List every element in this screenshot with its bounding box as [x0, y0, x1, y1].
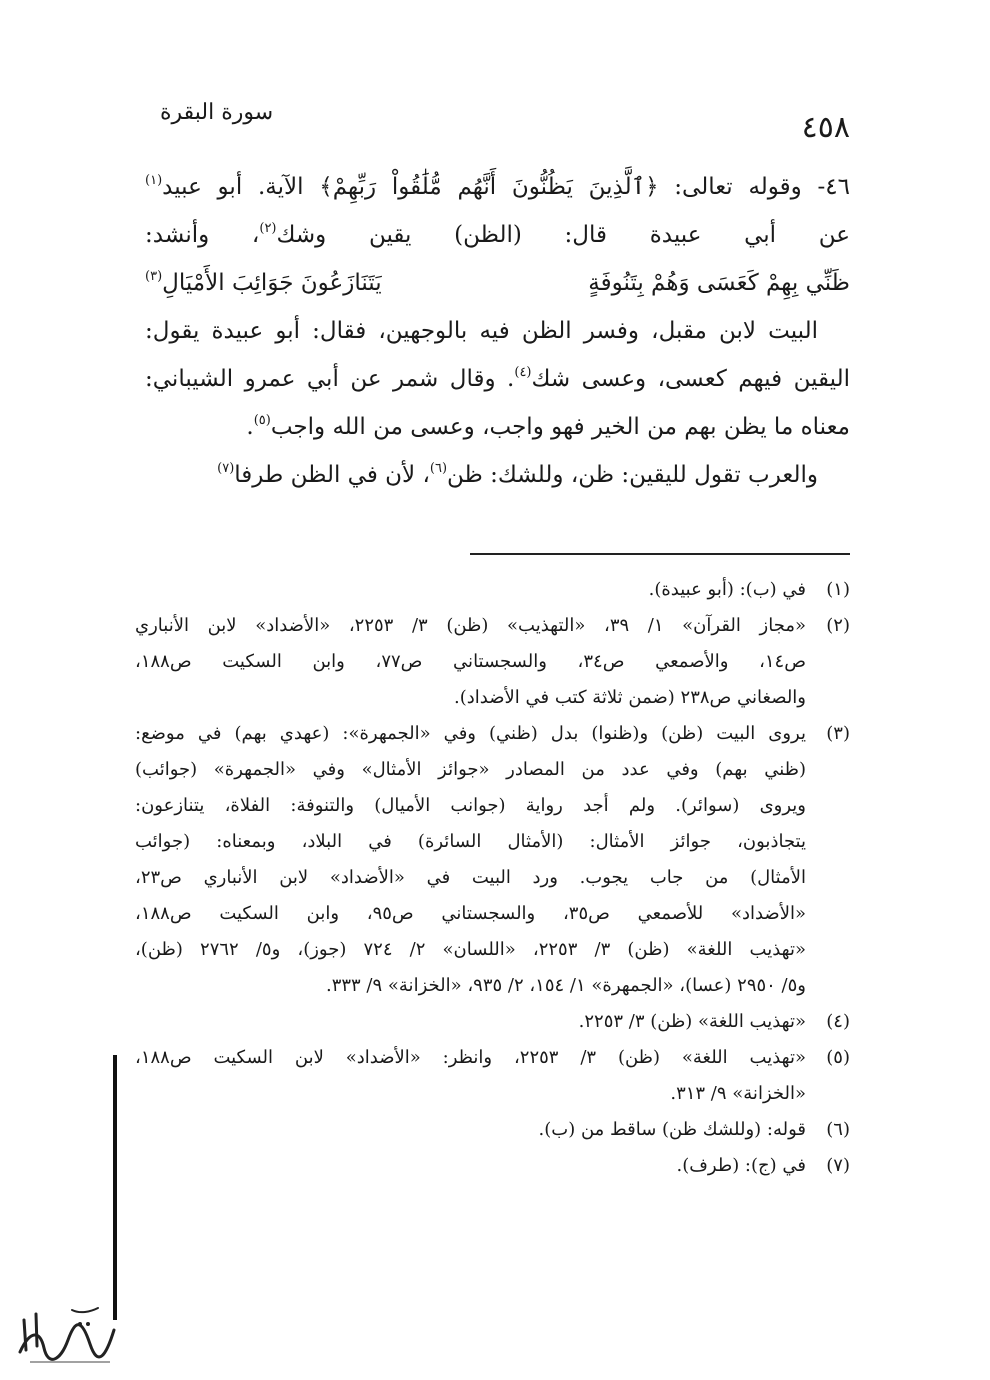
text-segment: عن أبي عبيدة قال: (الظن) يقين وشك	[276, 222, 850, 248]
footnote-number: (٣)	[826, 723, 850, 744]
footnote-line: (ظني بهم) وفي عدد من المصادر «جوائز الأمثال» وفي «الجمهرة» (جوائب)	[135, 759, 806, 780]
footnote-2	[135, 608, 850, 716]
text-segment: ، لأن في الظن طرفا	[234, 462, 430, 488]
footnote-5	[135, 1040, 850, 1112]
footnote-ref[interactable]: (٦)	[429, 461, 448, 476]
footnote-ref[interactable]: (٣)	[145, 269, 163, 284]
text-segment: معناه ما يظن بهم من الخير فهو واجب، وعسى من الله واجب	[270, 414, 850, 440]
footnote-1	[135, 572, 850, 608]
text-segment: اليقين فيهم كعسى، وعسى شك	[531, 366, 850, 392]
footnote-line: «تهذيب اللغة» (ظن) ٣/ ٢٢٥٣، وانظر: «الأضداد» لابن السكيت ص١٨٨،	[135, 1047, 806, 1068]
running-title: سورة البقرة	[160, 100, 274, 125]
footnote-line: في (ب): (أبو عبيدة).	[648, 579, 806, 600]
footnote-line: في (ج): (طرف).	[676, 1155, 806, 1176]
poetry-verse	[145, 268, 850, 316]
footnote-line: يتجاذبون، جوائز الأمثال: (الأمثال السائرة) في البلاد، وبمعناه: (جوائب	[135, 831, 806, 852]
text-line	[145, 412, 850, 460]
footnote-line: ص١٤، والأصمعي ص٣٤، والسجستاني ص٧٧، وابن السكيت ص١٨٨،	[135, 651, 806, 672]
text-segment: ٤٦- وقوله تعالى: ﴿ٱلَّذِينَ يَظُنُّونَ أَنَّهُم مُّلَٰقُواْ رَبِّهِمْ﴾ الآية. أبو عبيد	[162, 174, 850, 200]
footnote-number: (٢)	[826, 615, 850, 636]
footnote-7	[135, 1148, 850, 1184]
footnotes	[135, 572, 850, 1184]
verse-hemistich-second-text: يَتَنَازَعُونَ جَوَائِبَ الأَمْيَالِ	[162, 270, 382, 296]
page-number: ٤٥٨	[801, 110, 850, 145]
footnote-number: (٧)	[826, 1155, 850, 1176]
footnote-ref[interactable]: (٧)	[217, 461, 235, 476]
text-segment: ، وأنشد:	[145, 222, 260, 248]
verse-hemistich-second	[145, 268, 382, 316]
text-line	[145, 364, 850, 412]
footnote-line: «الأضداد» للأصمعي ص٣٥، والسجستاني ص٩٥، وابن السكيت ص١٨٨،	[135, 903, 806, 924]
footnote-line: الأمثال) من جاب يجوب. ورد البيت في «الأضداد» لابن الأنباري ص٢٣،	[135, 867, 807, 888]
footnote-line: و٥/ ٢٩٥٠ (عسا)، «الجمهرة» ١/ ١٥٤، ٢/ ٩٣٥، «الخزانة» ٩/ ٣٣٣.	[325, 975, 806, 996]
footnote-line: «تهذيب اللغة» (ظن) ٣/ ٢٢٥٣، «اللسان» ٢/ ٧٢٤ (جوز)، و٥/ ٢٧٦٢ (ظن)،	[135, 939, 806, 960]
footnote-line: يروى البيت (ظن) و(ظنوا) بدل (ظني) وفي «الجمهرة»: (عهدي بهم) في موضع:	[135, 723, 806, 744]
footnote-line: «تهذيب اللغة» (ظن) ٣/ ٢٢٥٣.	[578, 1011, 806, 1032]
footnote-6	[135, 1112, 850, 1148]
footnote-line: قوله: (وللشك ظن) ساقط من (ب).	[538, 1119, 806, 1140]
footnote-4	[135, 1004, 850, 1040]
footnote-number: (١)	[826, 579, 850, 600]
footnote-3	[135, 716, 850, 1004]
verse-hemistich-first: ظَنِّي بِهِمْ كَعَسَى وَهُمْ بِتَنُوفَةٍ	[588, 270, 850, 296]
calligraphy-stamp-icon	[10, 1300, 125, 1370]
main-text	[145, 172, 850, 508]
footnote-number: (٦)	[826, 1119, 850, 1140]
footnote-line: «الخزانة» ٩/ ٣١٣.	[670, 1083, 806, 1104]
footnote-divider	[470, 553, 850, 555]
text-line: البيت لابن مقبل، وفسر الظن فيه بالوجهين، فقال: أبو عبيدة يقول:	[145, 318, 818, 344]
footnote-line: «مجاز القرآن» ١/ ٣٩، «التهذيب» (ظن) ٣/ ٢٢٥٣، «الأضداد» لابن الأنباري	[135, 615, 806, 636]
text-line	[145, 220, 850, 268]
margin-bar	[113, 1055, 117, 1320]
footnote-ref[interactable]: (٢)	[259, 221, 277, 236]
footnote-ref[interactable]: (٥)	[253, 413, 271, 428]
footnote-number: (٥)	[826, 1047, 850, 1068]
text-segment: والعرب تقول لليقين: ظن، وللشك: ظن	[447, 462, 818, 488]
footnote-ref[interactable]: (١)	[145, 173, 163, 188]
footnote-number: (٤)	[826, 1011, 850, 1032]
footnote-line: ويروى (سوائر). ولم أجد رواية (جوانب الأميال) والتنوفة: الفلاة، يتنازعون:	[135, 795, 806, 816]
text-segment: .	[246, 414, 254, 440]
text-line	[145, 460, 850, 508]
text-segment: . وقال شمر عن أبي عمرو الشيباني:	[145, 366, 515, 392]
footnote-line: والصغاني ص٢٣٨ (ضمن ثلاثة كتب في الأضداد).	[454, 687, 806, 708]
text-line	[145, 172, 850, 220]
footnote-ref[interactable]: (٤)	[514, 365, 532, 380]
